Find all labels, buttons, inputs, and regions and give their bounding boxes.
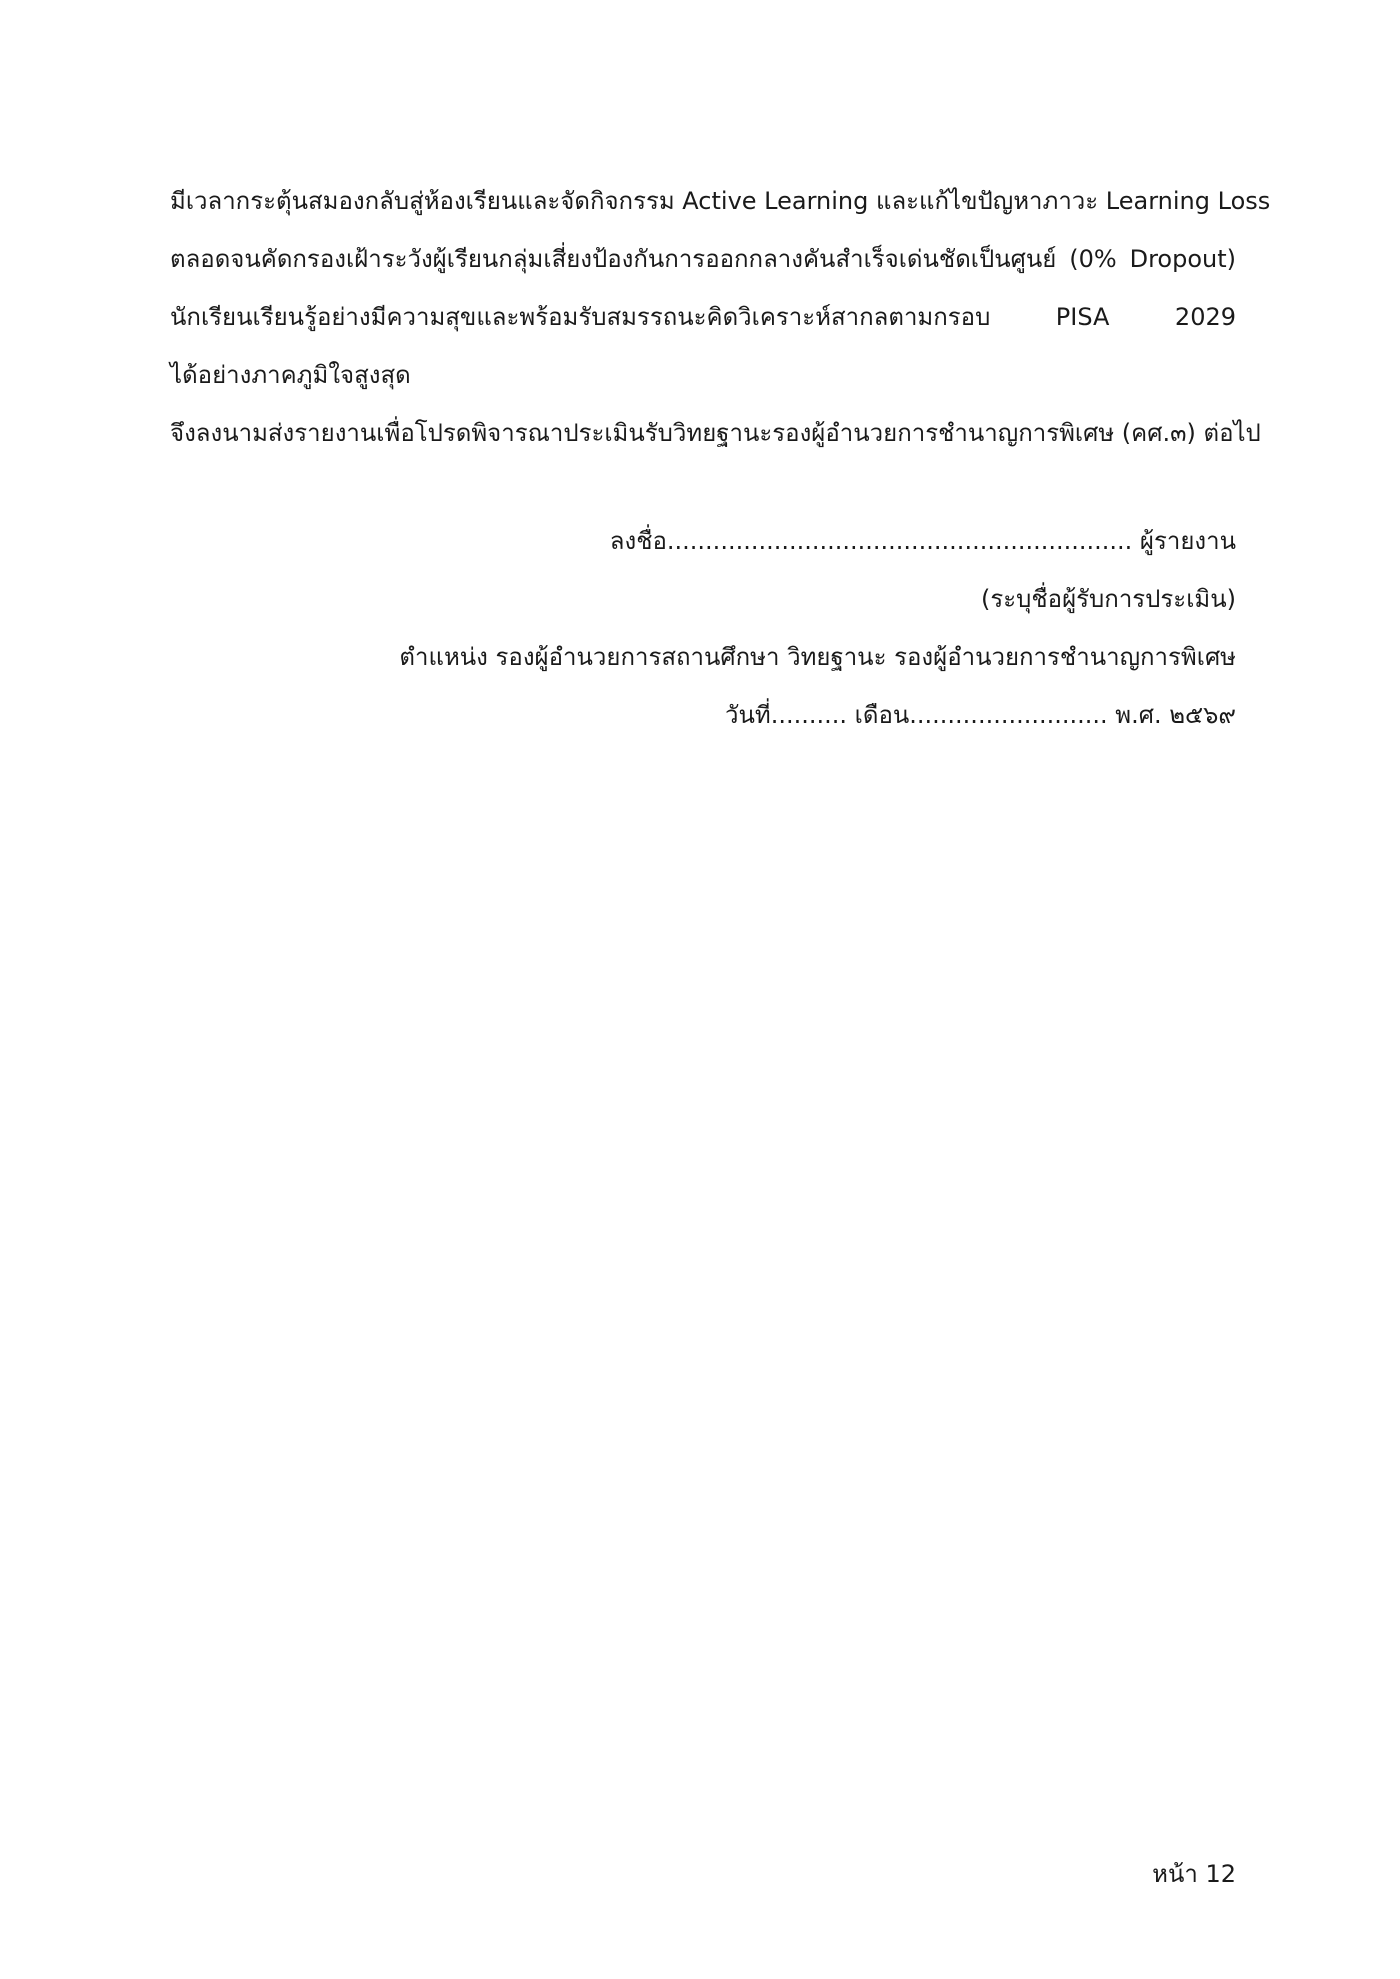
signer-position-line: ตำแหน่ง รองผู้อำนวยการสถานศึกษา วิทยฐานะ รองผู้อำนวยการชำนาญการพิเศษ — [399, 643, 1236, 671]
body-line-2: ตลอดจนคัดกรองเฝ้าระวังผู้เรียนกลุ่มเสี่ยงป้องกันการออกกลางคันสำเร็จเด่นชัดเป็นศูนย์ (0% Dropout) — [170, 245, 1236, 273]
body-text-block — [170, 172, 1271, 462]
page-number: หน้า 12 — [1152, 1860, 1236, 1888]
signature-line: ลงชื่อ............................................................. ผู้รายงาน — [609, 527, 1236, 555]
body-line-3: นักเรียนเรียนรู้อย่างมีความสุขและพร้อมรับสมรรถนะคิดวิเคราะห์สากลตามกรอบ PISA 2029 — [170, 303, 1236, 331]
signature-block — [170, 512, 1236, 744]
signer-name-line: (ระบุชื่อผู้รับการประเมิน) — [981, 585, 1236, 613]
body-line-4: ได้อย่างภาคภูมิใจสูงสุด — [170, 361, 411, 389]
signature-date-line: วันที่.......... เดือน.......................... พ.ศ. ๒๕๖๙ — [725, 701, 1236, 729]
closing-statement: จึงลงนามส่งรายงานเพื่อโปรดพิจารณาประเมินรับวิทยฐานะรองผู้อำนวยการชำนาญการพิเศษ (คศ.๓) ต่อไป — [170, 419, 1261, 447]
body-line-1: มีเวลากระตุ้นสมองกลับสู่ห้องเรียนและจัดกิจกรรม Active Learning และแก้ไขปัญหาภาวะ Learning Loss — [170, 187, 1271, 215]
